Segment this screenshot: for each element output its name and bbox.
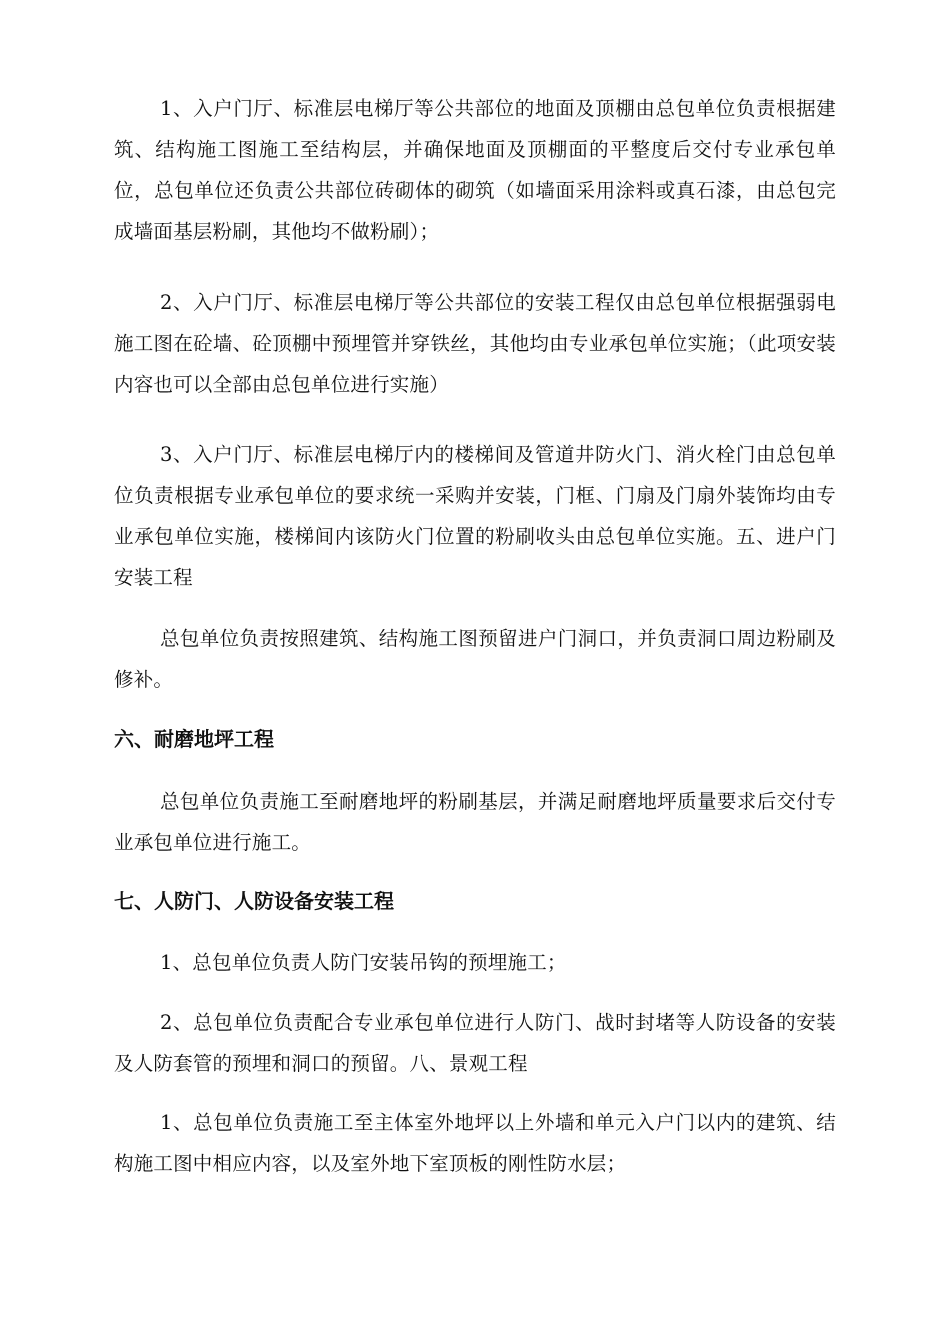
paragraph-landscape-scope: 1、总包单位负责施工至主体室外地坪以上外墙和单元入户门以内的建筑、结构施工图中相应内容，以及室外地下室顶板的刚性防水层； bbox=[114, 1111, 836, 1175]
paragraph-civil-defense-equipment: 2、总包单位负责配合专业承包单位进行人防门、战时封堵等人防设备的安装及人防套管的预埋和洞口的预留。八、景观工程 bbox=[114, 1011, 836, 1075]
paragraph-public-area-installation: 2、入户门厅、标准层电梯厅等公共部位的安装工程仅由总包单位根据强弱电施工图在砼墙、砼顶棚中预埋管并穿铁丝，其他均由专业承包单位实施；（此项安装内容也可以全部由总包单位进行实施） bbox=[114, 291, 836, 396]
section-heading-wear-resistant-floor: 六、耐磨地坪工程 bbox=[114, 727, 274, 751]
section-heading-civil-defense: 七、人防门、人防设备安装工程 bbox=[114, 889, 394, 913]
paragraph-fire-doors: 3、入户门厅、标准层电梯厅内的楼梯间及管道井防火门、消火栓门由总包单位负责根据专业承包单位的要求统一采购并安装，门框、门扇及门扇外装饰均由专业承包单位实施，楼梯间内该防火门位置的粉刷收头由总包单位实施。五、进户门安装工程 bbox=[114, 443, 836, 589]
paragraph-wear-resistant-floor: 总包单位负责施工至耐磨地坪的粉刷基层，并满足耐磨地坪质量要求后交付专业承包单位进行施工。 bbox=[114, 790, 836, 854]
paragraph-civil-defense-hooks: 1、总包单位负责人防门安装吊钩的预埋施工； bbox=[160, 951, 567, 974]
paragraph-public-area-floor-ceiling: 1、入户门厅、标准层电梯厅等公共部位的地面及顶棚由总包单位负责根据建筑、结构施工图施工至结构层，并确保地面及顶棚面的平整度后交付专业承包单位，总包单位还负责公共部位砖砌体的砌筑（如墙面采用涂料或真石漆，由总包完成墙面基层粉刷，其他均不做粉刷）； bbox=[114, 97, 836, 243]
paragraph-entry-door-openings: 总包单位负责按照建筑、结构施工图预留进户门洞口，并负责洞口周边粉刷及修补。 bbox=[114, 627, 836, 691]
